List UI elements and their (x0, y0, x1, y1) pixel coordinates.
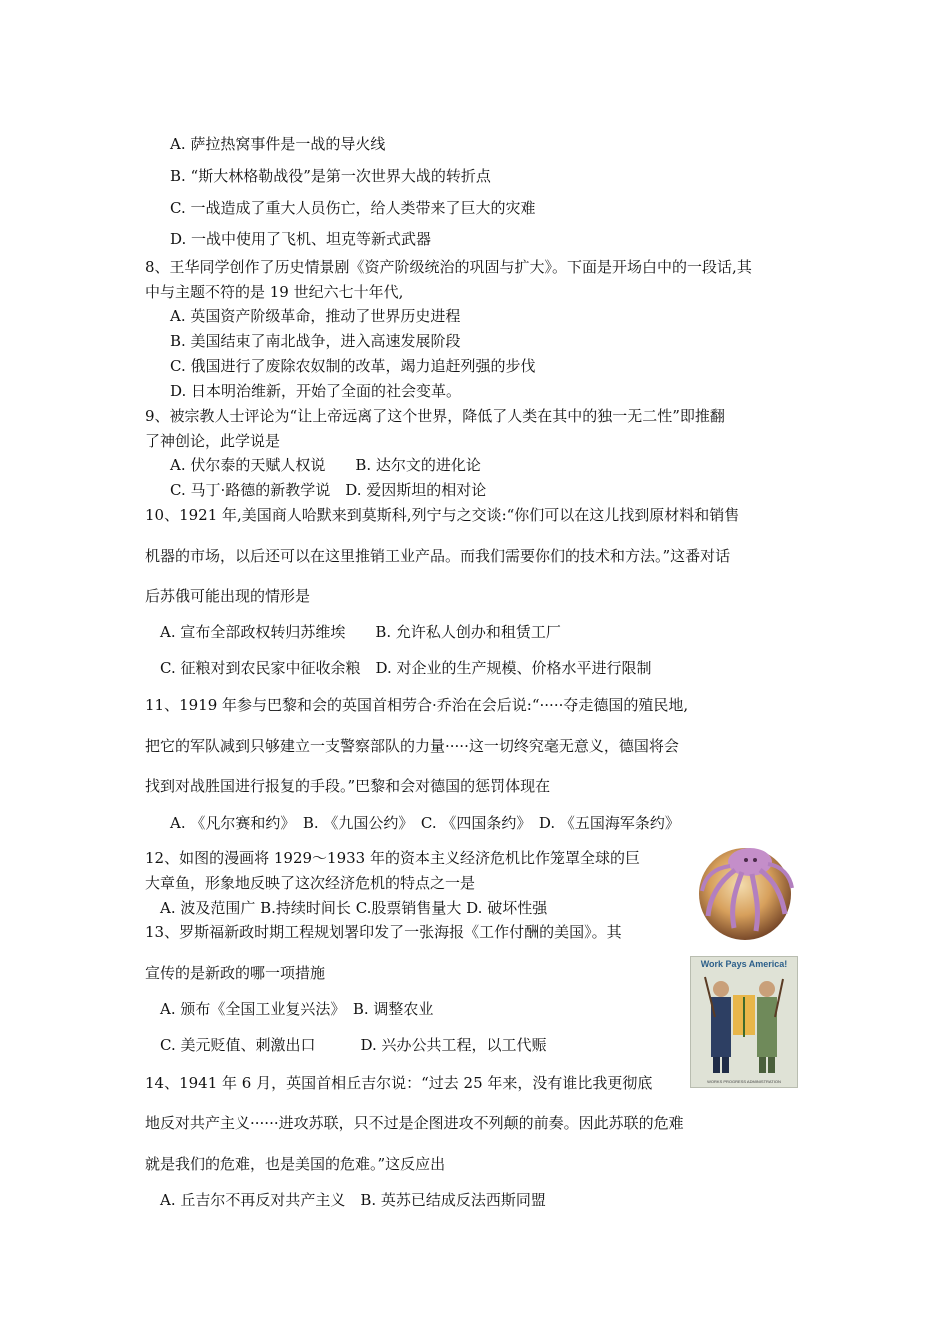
q13-options-ab: A. 颁布《全国工业复兴法》 B. 调整农业 (160, 1000, 434, 1018)
q7-option-c: C. 一战造成了重大人员伤亡，给人类带来了巨大的灾难 (170, 199, 536, 217)
q9-options-cd: C. 马丁·路德的新教学说 D. 爱因斯坦的相对论 (170, 481, 487, 499)
q9-stem-line-1: 9、被宗教人士评论为“让上帝远离了这个世界，降低了人类在其中的独一无二性”即推翻 (145, 407, 725, 425)
q8-stem-line-1: 8、王华同学创作了历史情景剧《资产阶级统治的巩固与扩大》。下面是开场白中的一段话,其 (145, 258, 752, 276)
q9-options-ab: A. 伏尔泰的天赋人权说 B. 达尔文的进化论 (170, 456, 481, 474)
octopus-cartoon-image (690, 836, 800, 944)
poster-title: Work Pays America! (700, 959, 788, 969)
q13-options-cd: C. 美元贬值、刺激出口 D. 兴办公共工程，以工代赈 (160, 1036, 547, 1054)
q9-stem-line-2: 了神创论，此学说是 (145, 432, 281, 450)
q11-options: A. 《凡尔赛和约》 B. 《九国公约》 C. 《四国条约》 D. 《五国海军条约》 (170, 814, 680, 832)
q8-option-d: D. 日本明治维新，开始了全面的社会变革。 (170, 382, 462, 400)
q10-options-cd: C. 征粮对到农民家中征收余粮 D. 对企业的生产规模、价格水平进行限制 (160, 659, 652, 677)
q10-options-ab: A. 宣布全部政权转归苏维埃 B. 允许私人创办和租赁工厂 (160, 623, 561, 641)
q10-stem-line-1: 10、1921 年,美国商人哈默来到莫斯科,列宁与之交谈:“你们可以在这儿找到原材料和销售 (145, 506, 740, 524)
q14-stem-line-2: 地反对共产主义······进攻苏联，只不过是企图进攻不列颠的前奏。因此苏联的危难 (145, 1114, 684, 1132)
q8-stem-line-2: 中与主题不符的是 19 世纪六七十年代, (145, 283, 404, 301)
q13-stem-line-1: 13、罗斯福新政时期工程规划署印发了一张海报《工作付酬的美国》。其 (145, 923, 622, 941)
q12-stem-line-1: 12、如图的漫画将 1929～1933 年的资本主义经济危机比作笼罩全球的巨 (145, 849, 640, 867)
two-workers-illustration (691, 957, 797, 1087)
q7-option-b: B. “斯大林格勒战役”是第一次世界大战的转折点 (170, 167, 491, 185)
q10-stem-line-2: 机器的市场，以后还可以在这里推销工业产品。而我们需要你们的技术和方法。”这番对话 (145, 547, 731, 565)
octopus-globe-illustration (690, 836, 800, 944)
q14-stem-line-1: 14、1941 年 6 月，英国首相丘吉尔说：“过去 25 年来，没有谁比我更彻底 (145, 1074, 653, 1092)
q8-option-a: A. 英国资产阶级革命，推动了世界历史进程 (170, 307, 461, 325)
q8-option-c: C. 俄国进行了废除农奴制的改革，竭力追赶列强的步伐 (170, 357, 536, 375)
q11-stem-line-2: 把它的军队减到只够建立一支警察部队的力量·····这一切终究毫无意义，德国将会 (145, 737, 679, 755)
q7-option-a: A. 萨拉热窝事件是一战的导火线 (170, 135, 386, 153)
q14-options-ab: A. 丘吉尔不再反对共产主义 B. 英苏已结成反法西斯同盟 (160, 1191, 546, 1209)
q10-stem-line-3: 后苏俄可能出现的情形是 (145, 587, 311, 605)
q14-stem-line-3: 就是我们的危难，也是美国的危难。”这反应出 (145, 1155, 446, 1173)
q11-stem-line-3: 找到对战胜国进行报复的手段。”巴黎和会对德国的惩罚体现在 (145, 777, 551, 795)
work-pays-america-poster (690, 956, 798, 1088)
q12-options: A. 波及范围广 B.持续时间长 C.股票销售量大 D. 破坏性强 (160, 899, 548, 917)
q12-stem-line-2: 大章鱼，形象地反映了这次经济危机的特点之一是 (145, 874, 476, 892)
q8-option-b: B. 美国结束了南北战争，进入高速发展阶段 (170, 332, 461, 350)
q7-option-d: D. 一战中使用了飞机、坦克等新式武器 (170, 230, 432, 248)
poster-footer: WORKS PROGRESS ADMINISTRATION (707, 1079, 781, 1084)
q11-stem-line-1: 11、1919 年参与巴黎和会的英国首相劳合·乔治在会后说:“·····夺走德国的殖民地, (145, 696, 689, 714)
q13-stem-line-2: 宣传的是新政的哪一项措施 (145, 964, 326, 982)
